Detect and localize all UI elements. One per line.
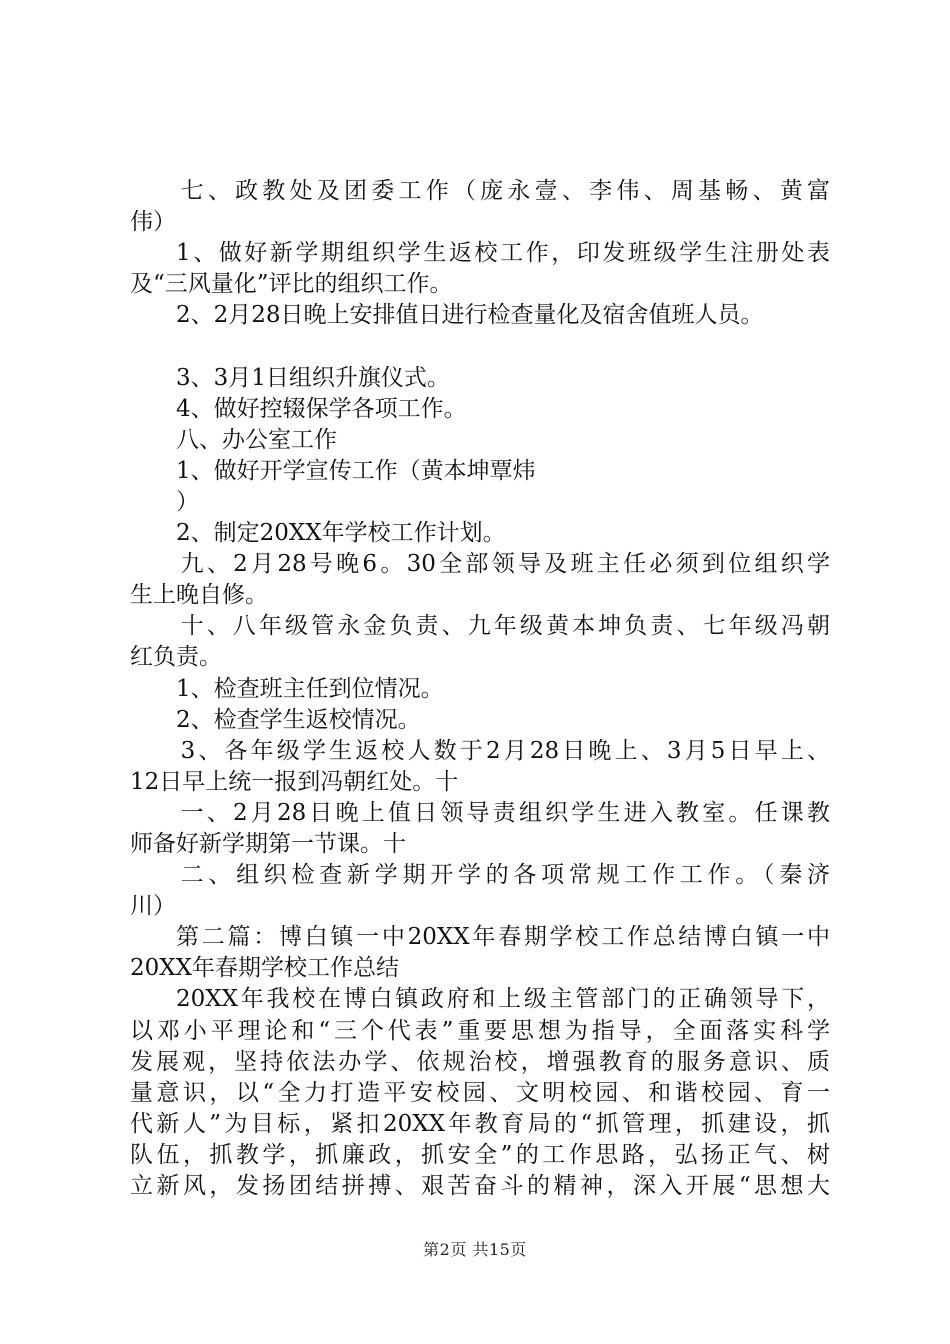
document-body <box>130 176 830 1202</box>
text-line: 发展观，坚持依法办学、依规治校，增强教育的服务意识、质 <box>130 1048 830 1075</box>
text-line: 十、八年级管永金负责、九年级黄本坤负责、七年级冯朝 <box>180 613 830 640</box>
text-line: 川） <box>130 893 176 920</box>
text-line: 立新风，发扬团结拼搏、艰苦奋斗的精神，深入开展“思想大 <box>130 1173 830 1199</box>
text-line: 1、做好新学期组织学生返校工作，印发班级学生注册处表 <box>176 240 830 267</box>
text-line: 一、2月28日晚上值日领导责组织学生进入教室。任课教 <box>180 799 830 826</box>
text-line: 量意识，以“全力打造平安校园、文明校园、和谐校园、育一 <box>130 1079 830 1106</box>
page-footer: 第2页 共15页 <box>423 1240 527 1259</box>
text-line: 3、3月1日组织升旗仪式。 <box>176 364 450 391</box>
text-line: 八、办公室工作 <box>176 426 337 453</box>
text-line: 2、检查学生返校情况。 <box>176 706 421 733</box>
text-line: 第二篇：博白镇一中20XX年春期学校工作总结博白镇一中 <box>176 924 830 951</box>
text-line: 以邓小平理论和“三个代表”重要思想为指导，全面落实科学 <box>130 1017 830 1044</box>
text-line: 3、各年级学生返校人数于2月28日晚上、3月5日早上、 <box>180 737 830 764</box>
text-line: 七、政教处及团委工作（庞永壹、李伟、周基畅、黄富 <box>180 178 830 204</box>
text-line: 20XX年春期学校工作总结 <box>130 955 400 982</box>
text-line: 伟） <box>130 209 176 236</box>
text-line: 红负责。 <box>130 644 222 671</box>
text-line: 1、做好开学宣传工作（黄本坤覃炜 <box>176 457 536 484</box>
text-line: 生上晚自修。 <box>130 582 268 609</box>
text-line: 20XX年我校在博白镇政府和上级主管部门的正确领导下， <box>176 986 830 1013</box>
text-line: 二、组织检查新学期开学的各项常规工作工作。（秦济 <box>180 862 830 889</box>
text-line: 及“三风量化”评比的组织工作。 <box>130 271 453 298</box>
text-line: 12日早上统一报到冯朝红处。十 <box>130 768 459 795</box>
text-line: 1、检查班主任到位情况。 <box>176 675 444 702</box>
text-line: 2、制定20XX年学校工作计划。 <box>176 520 506 547</box>
text-line: ） <box>176 488 199 515</box>
text-line: 师备好新学期第一节课。十 <box>130 830 406 857</box>
text-line: 队伍，抓教学，抓廉政，抓安全”的工作思路，弘扬正气、树 <box>130 1141 830 1168</box>
blank-line <box>130 331 830 362</box>
text-line: 九、2月28号晚6。30全部领导及班主任必须到位组织学 <box>180 551 830 578</box>
text-line: 2、2月28日晚上安排值日进行检查量化及宿舍值班人员。 <box>176 302 764 329</box>
text-line: 4、做好控辍保学各项工作。 <box>176 395 467 422</box>
text-line: 代新人”为目标，紧扣20XX年教育局的“抓管理，抓建设，抓 <box>130 1110 830 1137</box>
